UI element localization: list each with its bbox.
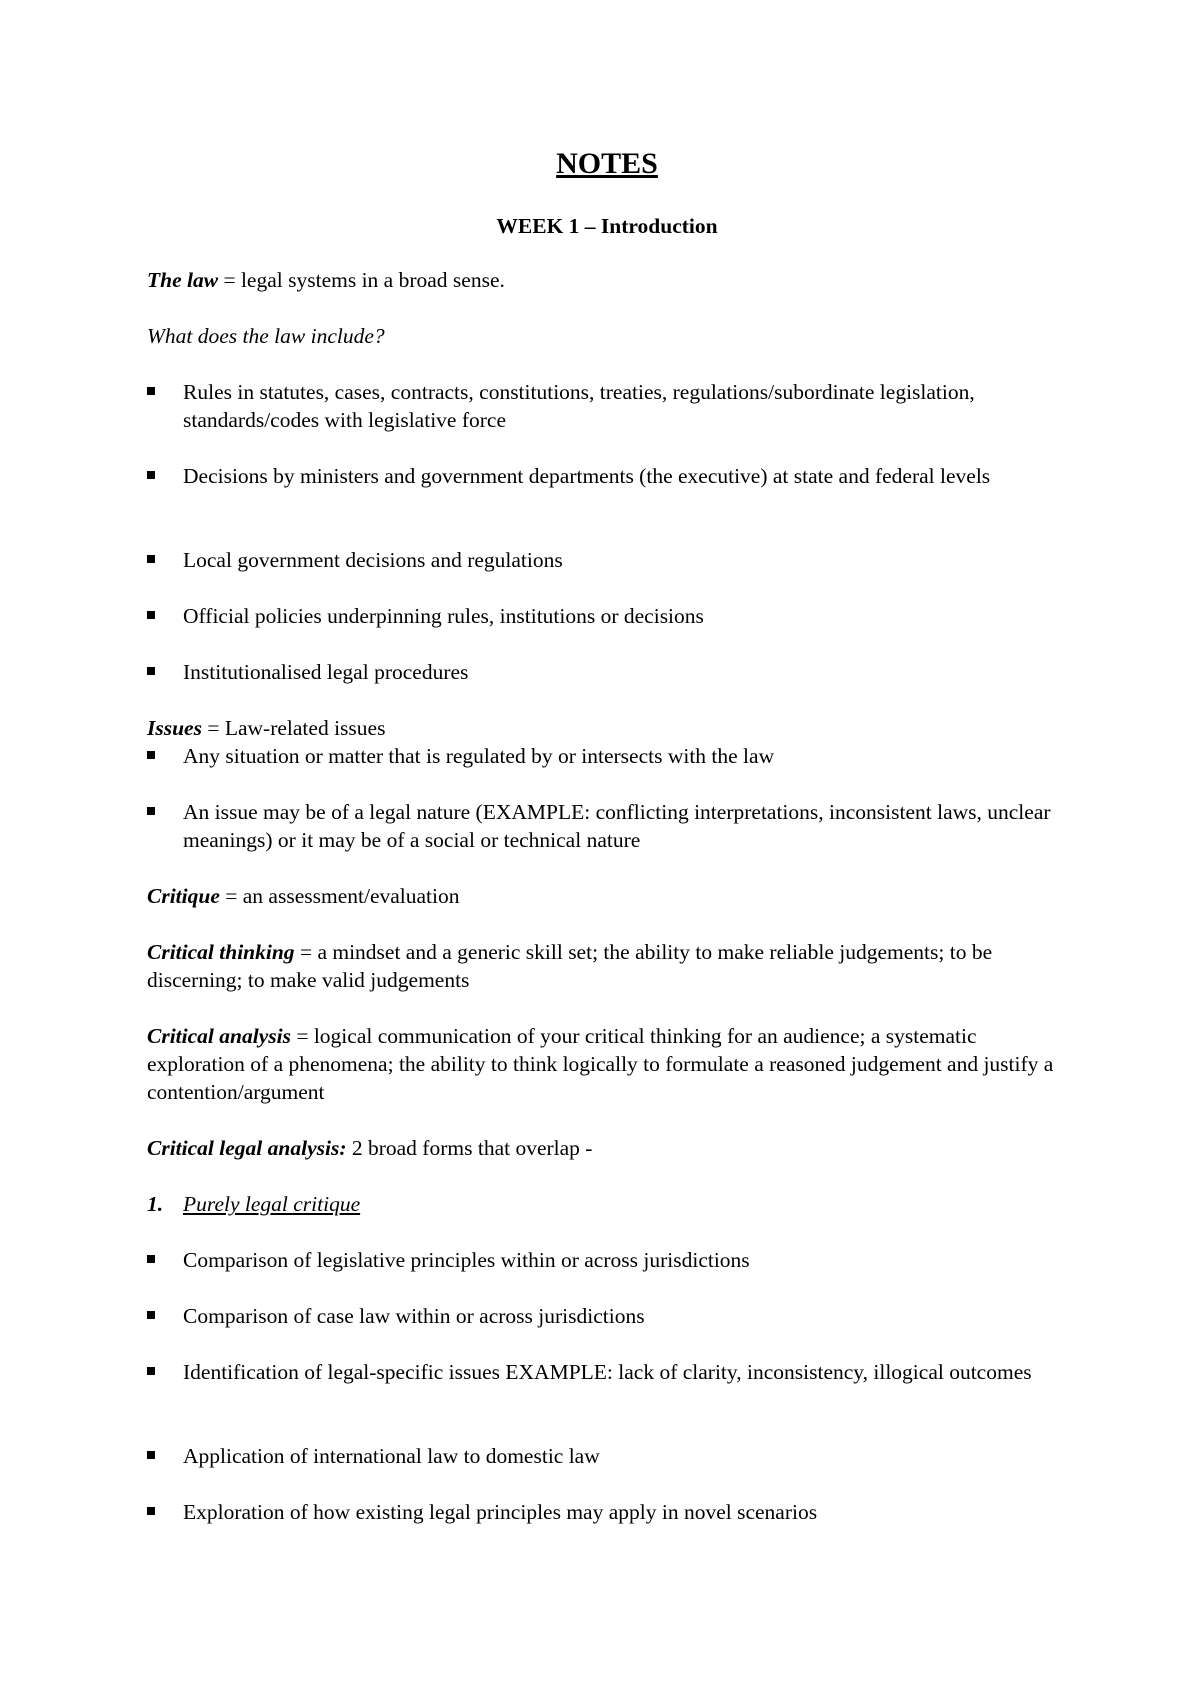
thinking-definition <box>147 938 1067 994</box>
thinking-def: = a mindset and a generic skill set; the ability to make reliable judgements; to be discerning; to make valid judgements <box>147 940 993 992</box>
page-subtitle: WEEK 1 – Introduction <box>496 214 718 238</box>
list-item-text: An issue may be of a legal nature (EXAMPLE: conflicting interpretations, inconsistent laws, unclear meanings) or it may be of a social or technical nature <box>183 800 1051 852</box>
law-definition <box>147 266 1067 294</box>
bullet-icon <box>147 807 155 815</box>
legal-analysis-def: 2 broad forms that overlap - <box>346 1136 593 1160</box>
list-item-text: Local government decisions and regulations <box>183 548 563 572</box>
bullet-icon <box>147 555 155 563</box>
list-item-text: Identification of legal-specific issues EXAMPLE: lack of clarity, inconsistency, illogical outcomes <box>183 1360 1032 1384</box>
critique-def: = an assessment/evaluation <box>219 884 460 908</box>
list-item-text: Exploration of how existing legal principles may apply in novel scenarios <box>183 1500 818 1524</box>
issues-def: = Law-related issues <box>201 716 386 740</box>
bullet-icon <box>147 1451 155 1459</box>
list-item-text: Institutionalised legal procedures <box>183 660 469 684</box>
law-def: = legal systems in a broad sense. <box>218 268 505 292</box>
list-item-text: Any situation or matter that is regulated by or intersects with the law <box>183 744 775 768</box>
analysis-term: Critical analysis <box>147 1024 291 1048</box>
section-heading <box>147 1190 1067 1218</box>
analysis-def: = logical communication of your critical thinking for an audience; a systematic exploration of a phenomena; the ability to think logically to formulate a reasoned judgement and justify a contention/argument <box>147 1024 1054 1104</box>
analysis-definition <box>147 1022 1067 1106</box>
bullet-icon <box>147 611 155 619</box>
critique-term: Critique <box>147 884 220 908</box>
bullet-icon <box>147 667 155 675</box>
thinking-term: Critical thinking <box>147 940 295 964</box>
list-item-text: Decisions by ministers and government departments (the executive) at state and federal levels <box>183 464 991 488</box>
bullet-icon <box>147 1311 155 1319</box>
bullet-icon <box>147 1367 155 1375</box>
critique-definition <box>147 882 1067 910</box>
legal-analysis-term: Critical legal analysis: <box>147 1136 347 1160</box>
list-item-text: Application of international law to domestic law <box>183 1444 600 1468</box>
list-item-text: Rules in statutes, cases, contracts, constitutions, treaties, regulations/subordinate legislation, standards/codes with legislative force <box>183 380 975 432</box>
bullet-icon <box>147 751 155 759</box>
bullet-icon <box>147 1507 155 1515</box>
list-item-text: Official policies underpinning rules, institutions or decisions <box>183 604 704 628</box>
page-title: NOTES <box>556 147 658 180</box>
bullet-icon <box>147 1255 155 1263</box>
law-question: What does the law include? <box>147 324 385 348</box>
list-item-text: Comparison of case law within or across jurisdictions <box>183 1304 645 1328</box>
issues-definition <box>147 714 1067 742</box>
issues-term: Issues <box>147 716 202 740</box>
bullet-icon <box>147 387 155 395</box>
list-item-text: Comparison of legislative principles within or across jurisdictions <box>183 1248 750 1272</box>
legal-analysis-definition <box>147 1134 1067 1162</box>
section-number: 1. <box>147 1192 164 1216</box>
bullet-icon <box>147 471 155 479</box>
law-term: The law <box>147 268 219 292</box>
section-title: Purely legal critique <box>183 1192 361 1216</box>
